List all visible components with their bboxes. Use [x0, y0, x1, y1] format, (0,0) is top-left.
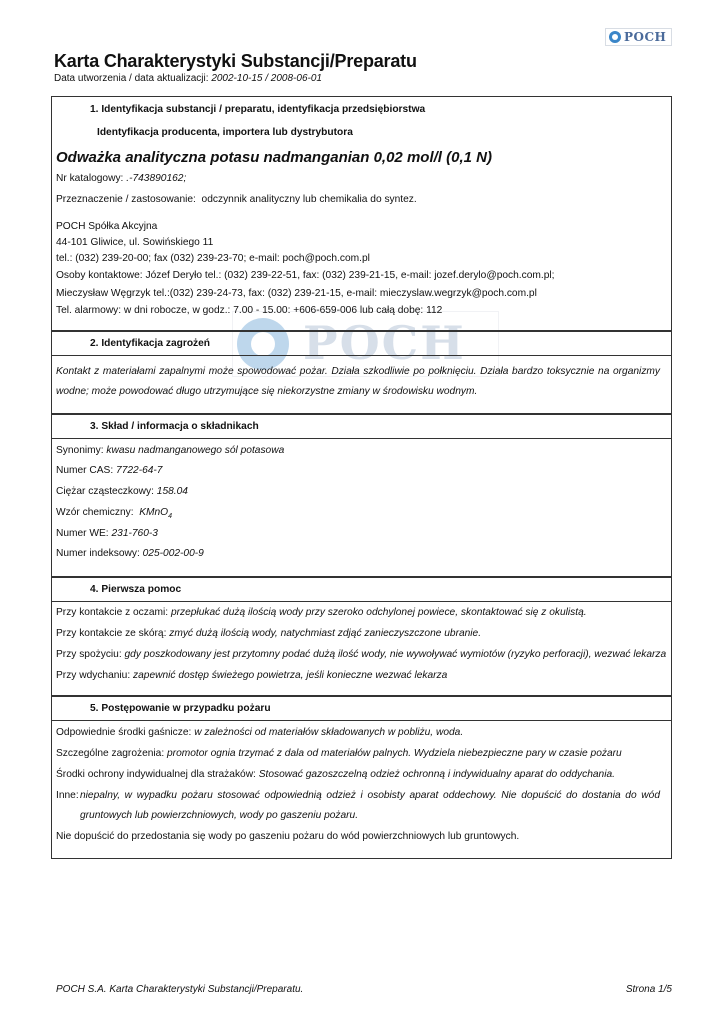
sds-content-box — [51, 96, 672, 859]
index-value: 025-002-00-9 — [142, 548, 204, 559]
date-label: Data utworzenia / data aktualizacji: — [54, 73, 209, 84]
poch-logo-icon — [609, 31, 621, 43]
cas-label: Numer CAS: — [56, 465, 114, 476]
contact-persons-1: Osoby kontaktowe: Józef Deryło tel.: (032) 239-22-51, fax: (032) 239-21-15, e-mail: jozef.derylo@poch.com.pl; — [56, 270, 555, 281]
other-label: Inne: — [56, 790, 79, 801]
inhalation-value: zapewnić dostęp świeżego powietrza, jeśli konieczne wezwać lekarza — [133, 670, 448, 681]
section-divider — [51, 330, 672, 332]
product-name: Odważka analityczna potasu nadmanganian 0,02 mol/l (0,1 N) — [56, 149, 492, 166]
section-1-subheading: Identyfikacja producenta, importera lub dystrybutora — [97, 127, 353, 138]
formula-value: KMnO — [139, 507, 169, 518]
company-name: POCH Spółka Akcyjna — [56, 221, 158, 232]
footer-page-number: Strona 1/5 — [625, 984, 672, 995]
section-divider — [51, 576, 672, 578]
section-5-heading: 5. Postępowanie w przypadku pożaru — [90, 703, 271, 714]
extinguishing-media — [56, 727, 463, 738]
document-title: Karta Charakterystyki Substancji/Preparatu — [54, 51, 417, 71]
agents-value: w zależności od materiałów składowanych w pobliżu, woda. — [194, 727, 464, 738]
section-divider — [51, 695, 672, 697]
synonyms — [56, 445, 284, 456]
ingestion-label: Przy spożyciu: — [56, 649, 122, 660]
ppe-value: Stosować gazoszczelną odzież ochronną i indywidualny aparat do oddychania. — [258, 769, 615, 780]
footer-document-name: POCH S.A. Karta Charakterystyki Substancji/Preparatu. — [56, 984, 304, 995]
poch-logo — [605, 28, 672, 46]
formula-label: Wzór chemiczny: — [56, 507, 134, 518]
hazards-label: Szczególne zagrożenia: — [56, 748, 165, 759]
agents-label: Odpowiednie środki gaśnicze: — [56, 727, 192, 738]
skin-label: Przy kontakcie ze skórą: — [56, 628, 167, 639]
document-dates — [54, 73, 322, 84]
synonyms-label: Synonimy: — [56, 445, 104, 456]
first-aid-inhalation — [56, 670, 447, 681]
emergency-phone: Tel. alarmowy: w dni robocze, w godz.: 7.00 - 15.00: +606-659-006 lub całą dobę: 112 — [56, 305, 443, 316]
hazards-value: promotor ognia trzymać z dala od materiałów palnych. Wydziela niebezpieczne pary w czasie pożaru — [167, 748, 622, 759]
catalog-label: Nr katalogowy: — [56, 173, 124, 184]
inhalation-label: Przy wdychaniu: — [56, 670, 131, 681]
hazard-text-line-2: wodne; może powodować długo utrzymujące się niekorzystne zmiany w środowisku wodnym. — [56, 386, 478, 397]
watermark-logo-icon — [237, 318, 289, 370]
first-aid-skin — [56, 628, 481, 639]
section-divider — [51, 601, 672, 602]
ingestion-value: gdy poszkodowany jest przytomny podać dużą ilość wody, nie wywoływać wymiotów (ryzyko perforacji), wezwać lekarza — [124, 649, 667, 660]
section-1-heading: 1. Identyfikacja substancji / preparatu, identyfikacja przedsiębiorstwa — [90, 104, 426, 115]
cas-value: 7722-64-7 — [116, 465, 163, 476]
logo-text: POCH — [624, 30, 667, 44]
first-aid-eyes — [56, 607, 587, 618]
mw-value: 158.04 — [156, 486, 188, 497]
firefighter-ppe — [56, 769, 615, 780]
first-aid-ingestion — [56, 649, 666, 660]
section-3-heading: 3. Skład / informacja o składnikach — [90, 421, 259, 432]
section-divider — [51, 438, 672, 439]
formula-subscript: 4 — [168, 513, 173, 521]
catalog-number — [56, 173, 186, 184]
cas-number — [56, 465, 162, 476]
company-address: 44-101 Gliwice, ul. Sowińskiego 11 — [56, 237, 214, 248]
section-divider — [51, 413, 672, 415]
catalog-value: .-743890162; — [126, 173, 187, 184]
watermark-text: POCH — [303, 316, 466, 370]
eyes-label: Przy kontakcie z oczami: — [56, 607, 169, 618]
usage — [56, 194, 417, 205]
usage-label: Przeznaczenie / zastosowanie: — [56, 194, 196, 205]
ppe-label: Środki ochrony indywidualnej dla strażaków: — [56, 769, 256, 780]
runoff-warning: Nie dopuścić do przedostania się wody po gaszeniu pożaru do wód powierzchniowych lub gruntowych. — [56, 831, 520, 842]
other-value-line-1: niepalny, w wypadku pożaru stosować odpowiednią odzież i osobisty aparat oddechowy. Nie dopuścić do dostania do wód — [80, 790, 660, 801]
we-value: 231-760-3 — [111, 528, 158, 539]
contact-persons-2: Mieczysław Węgrzyk tel.:(032) 239-24-73, fax: (032) 239-21-15, e-mail: mieczyslaw.wegrzyk@poch.com.pl — [56, 288, 537, 299]
company-phone: tel.: (032) 239-20-00; fax (032) 239-23-70; e-mail: poch@poch.com.pl — [56, 253, 370, 264]
chemical-formula — [56, 507, 172, 520]
special-hazards — [56, 748, 622, 759]
date-value: 2002-10-15 / 2008-06-01 — [211, 73, 322, 84]
other-value-line-2: gruntowych lub powierzchniowych, wody po gaszeniu pożaru. — [80, 810, 359, 821]
molecular-weight — [56, 486, 188, 497]
synonyms-value: kwasu nadmanganowego sól potasowa — [106, 445, 285, 456]
section-divider — [51, 355, 672, 356]
section-divider — [51, 720, 672, 721]
section-2-heading: 2. Identyfikacja zagrożeń — [90, 338, 211, 349]
we-label: Numer WE: — [56, 528, 109, 539]
hazard-text-line-1: Kontakt z materiałami zapalnymi może spowodować pożar. Działa szkodliwie po połknięciu. Działa bardzo toksycznie na organizmy — [56, 366, 660, 377]
index-label: Numer indeksowy: — [56, 548, 140, 559]
ec-number — [56, 528, 158, 539]
skin-value: zmyć dużą ilością wody, natychmiast zdjąć zanieczyszczone ubranie. — [169, 628, 482, 639]
eyes-value: przepłukać dużą ilością wody przy szeroko odchylonej powiece, skontaktować się z okulistą. — [170, 607, 587, 618]
usage-value: odczynnik analityczny lub chemikalia do syntez. — [201, 194, 417, 205]
mw-label: Ciężar cząsteczkowy: — [56, 486, 154, 497]
section-4-heading: 4. Pierwsza pomoc — [90, 584, 182, 595]
index-number — [56, 548, 204, 559]
